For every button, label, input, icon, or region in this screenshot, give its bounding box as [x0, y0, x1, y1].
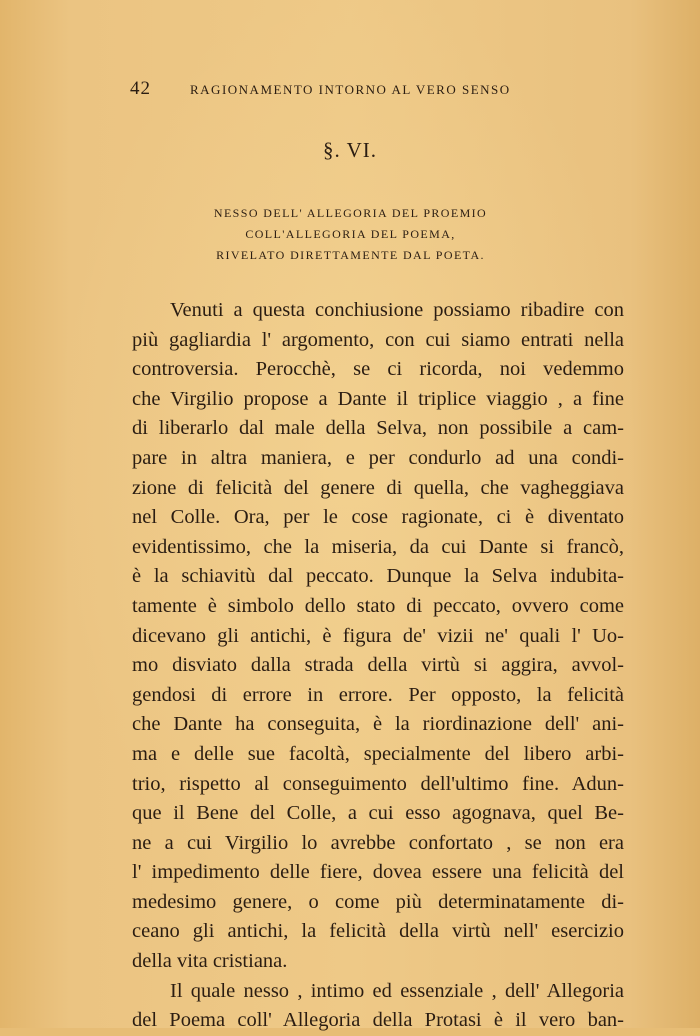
text-line: medesimo genere, o come più determinatamente di- [132, 890, 624, 913]
text-line: ne a cui Virgilio lo avrebbe confortato , se non era [132, 831, 624, 854]
text-line: che Dante ha conseguita, è la riordinazione dell' ani- [132, 713, 624, 736]
running-title: RAGIONAMENTO INTORNO AL VERO SENSO [190, 82, 511, 97]
paragraph-1 [132, 296, 624, 977]
text-line: zione di felicità del genere di quella, che vagheggiava [132, 476, 624, 499]
text-line: Il quale nesso , intimo ed essenziale , dell' Allegoria [170, 979, 624, 1002]
text-line: trio, rispetto al conseguimento dell'ultimo fine. Adun- [132, 772, 624, 795]
page-number: 42 [130, 78, 151, 99]
section-heading [0, 203, 700, 266]
text-line: evidentissimo, che la miseria, da cui Dante si francò, [132, 535, 624, 558]
text-line: della vita cristiana. [132, 950, 288, 973]
section-heading-line: RIVELATO DIRETTAMENTE DAL POETA. [216, 248, 485, 262]
section-number: §. VI. [322, 138, 378, 162]
body-text [132, 296, 624, 1036]
text-line: mo disviato dalla strada della virtù si aggira, avvol- [132, 654, 624, 677]
paragraph-2 [132, 977, 624, 1036]
text-line: l' impedimento delle fiere, dovea essere una felicità del [132, 861, 624, 884]
text-line: gendosi di errore in errore. Per opposto, la felicità [132, 683, 624, 706]
running-head [130, 78, 570, 102]
text-line: pare in altra maniera, e per condurlo ad una condi- [132, 446, 624, 469]
text-line: tamente è simbolo dello stato di peccato, ovvero come [132, 594, 624, 617]
text-line: ceano gli antichi, la felicità della virtù nell' esercizio [132, 920, 624, 943]
text-line: ma e delle sue facoltà, specialmente del libero arbi- [132, 742, 624, 765]
text-line: che Virgilio propose a Dante il triplice viaggio , a fine [132, 387, 624, 410]
text-line: è la schiavitù dal peccato. Dunque la Selva indubita- [132, 565, 624, 588]
text-line: controversia. Perocchè, se ci ricorda, noi vedemmo [132, 358, 624, 381]
section-heading-line: COLL'ALLEGORIA DEL POEMA, [245, 227, 456, 241]
text-line: dicevano gli antichi, è figura de' vizii ne' quali l' Uo- [132, 624, 624, 647]
text-line: del Poema coll' Allegoria della Protasi è il vero ban- [132, 1009, 624, 1032]
text-line: Venuti a questa conchiusione possiamo ribadire con [170, 299, 624, 321]
text-line: que il Bene del Colle, a cui esso agognava, quel Be- [132, 802, 624, 825]
text-line: nel Colle. Ora, per le cose ragionate, ci è diventato [132, 506, 624, 529]
section-heading-line: NESSO DELL' ALLEGORIA DEL PROEMIO [213, 206, 488, 220]
text-line: di liberarlo dal male della Selva, non possibile a cam- [132, 417, 624, 440]
text-line: più gagliardia l' argomento, con cui siamo entrati nella [132, 328, 624, 351]
